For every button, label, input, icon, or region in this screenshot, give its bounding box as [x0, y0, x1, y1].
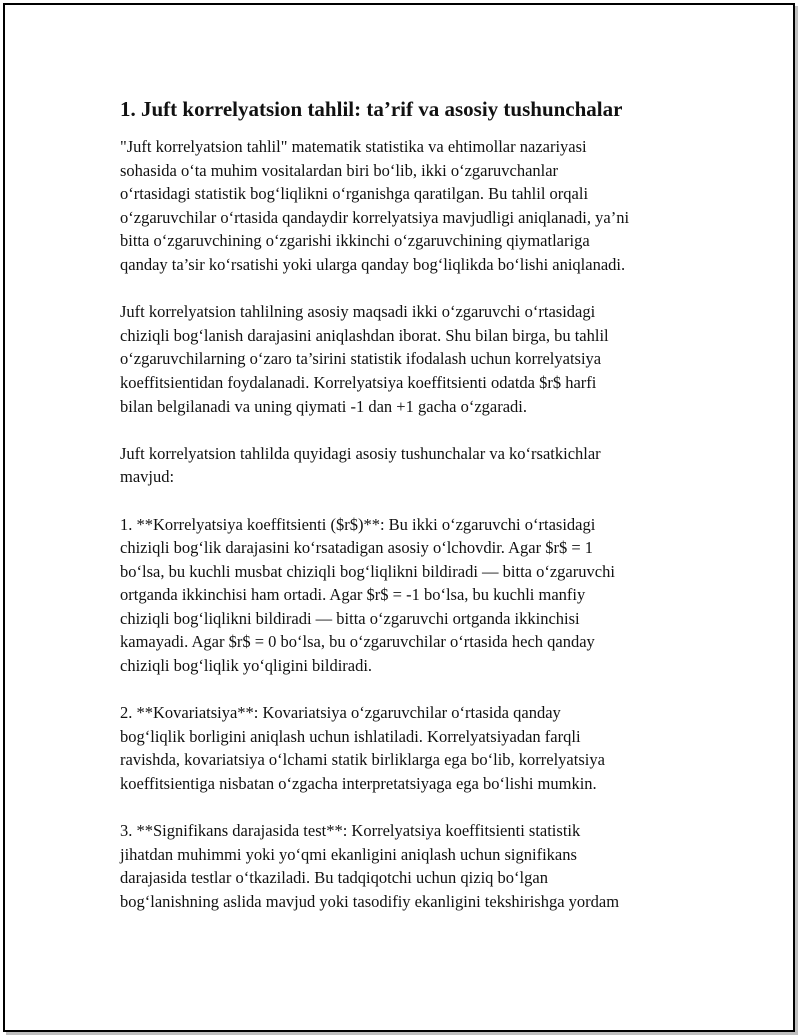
paragraph-intro	[120, 135, 690, 277]
text-line: 3. **Signifikans darajasida test**: Korrelyatsiya koeffitsienti statistik	[120, 821, 581, 841]
text-line: bo‘lsa, bu kuchli musbat chiziqli bog‘liqlikni bildiradi — bitta o‘zgaruvchi	[120, 561, 615, 581]
paragraph-purpose	[120, 300, 690, 418]
text-line: o‘rtasidagi statistik bog‘liqlikni o‘rganishga qaratilgan. Bu tahlil orqali	[120, 184, 589, 204]
document-body	[120, 95, 690, 937]
text-line: mavjud:	[120, 467, 175, 487]
text-line: 2. **Kovariatsiya**: Kovariatsiya o‘zgaruvchilar o‘rtasida qanday	[120, 703, 561, 723]
text-line: bilan belgilanadi va uning qiymati -1 dan +1 gacha o‘zgaradi.	[120, 396, 528, 416]
text-line: chiziqli bog‘lik darajasini ko‘rsatadigan asosiy o‘lchovdir. Agar $r$ = 1	[120, 538, 594, 558]
text-line: o‘zgaruvchilar o‘rtasida qandaydir korrelyatsiya mavjudligi aniqlanadi, ya’ni	[120, 207, 630, 227]
text-line: chiziqli bog‘liqlikni bildiradi — bitta o‘zgaruvchi ortganda ikkinchisi	[120, 608, 580, 628]
text-line: bog‘lanishning aslida mavjud yoki tasodifiy ekanligini tekshirishga yordam	[120, 892, 620, 911]
list-item-covariance	[120, 701, 690, 795]
text-line: bog‘liqlik borligini aniqlash uchun ishlatiladi. Korrelyatsiyadan farqli	[120, 726, 581, 746]
text-line: chiziqli bog‘liqlik yo‘qligini bildiradi.	[120, 656, 373, 676]
text-line: kamayadi. Agar $r$ = 0 bo‘lsa, bu o‘zgaruvchilar o‘rtasida hech qanday	[120, 632, 595, 652]
text-line: Juft korrelyatsion tahlilning asosiy maqsadi ikki o‘zgaruvchi o‘rtasidagi	[120, 302, 596, 322]
text-line: "Juft korrelyatsion tahlil" matematik statistika va ehtimollar nazariyasi	[120, 137, 587, 156]
text-line: koeffitsientidan foydalanadi. Korrelyatsiya koeffitsienti odatda $r$ harfi	[120, 372, 597, 392]
text-line: koeffitsientiga nisbatan o‘zgacha interpretatsiyaga ega bo‘lishi mumkin.	[120, 774, 597, 794]
section-heading: 1. Juft korrelyatsion tahlil: ta’rif va asosiy tushunchalar	[120, 97, 623, 121]
text-line: ravishda, kovariatsiya o‘lchami statik birliklarga ega bo‘lib, korrelyatsiya	[120, 750, 605, 770]
text-line: darajasida testlar o‘tkaziladi. Bu tadqiqotchi uchun qiziq bo‘lgan	[120, 868, 548, 888]
list-item-correlation-coefficient	[120, 513, 690, 678]
document-page	[3, 3, 795, 1032]
text-line: chiziqli bog‘lanish darajasini aniqlashdan iborat. Shu bilan birga, bu tahlil	[120, 325, 609, 345]
text-line: qanday ta’sir ko‘rsatishi yoki ularga qanday bog‘liqlikda bo‘lishi aniqlanadi.	[120, 254, 626, 274]
text-line: ortganda ikkinchisi ham ortadi. Agar $r$ = -1 bo‘lsa, bu kuchli manfiy	[120, 585, 586, 605]
text-line: Juft korrelyatsion tahlilda quyidagi asosiy tushunchalar va ko‘rsatkichlar	[120, 443, 601, 463]
paragraph-concepts-intro	[120, 442, 690, 489]
text-line: o‘zgaruvchilarning o‘zaro ta’sirini statistik ifodalash uchun korrelyatsiya	[120, 349, 602, 369]
text-line: 1. **Korrelyatsiya koeffitsienti ($r$)**: Bu ikki o‘zgaruvchi o‘rtasidagi	[120, 514, 596, 534]
text-line: sohasida o‘ta muhim vositalardan biri bo‘lib, ikki o‘zgaruvchanlar	[120, 160, 559, 180]
text-line: bitta o‘zgaruvchining o‘zgarishi ikkinchi o‘zgaruvchining qiymatlariga	[120, 231, 590, 251]
list-item-significance-test	[120, 819, 690, 913]
text-line: jihatdan muhimmi yoki yo‘qmi ekanligini aniqlash uchun signifikans	[120, 844, 577, 864]
